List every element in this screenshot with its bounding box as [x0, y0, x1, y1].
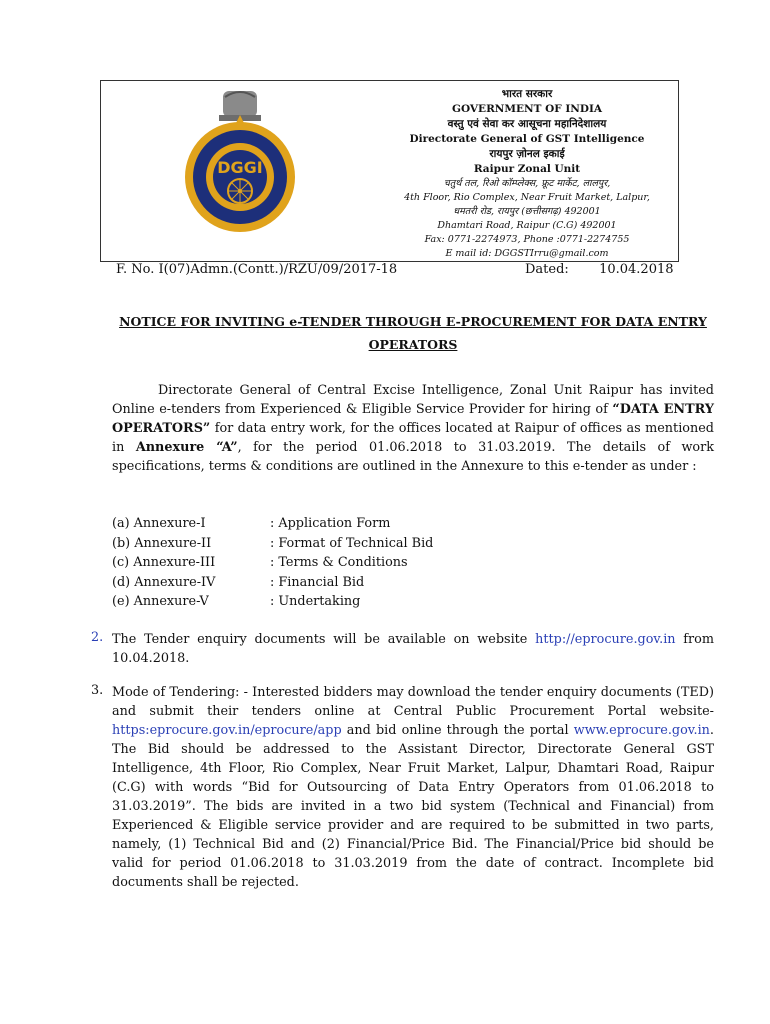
item-2-number: 2.	[91, 630, 104, 645]
list-item: (b) Annexure-II : Format of Technical Bid	[112, 535, 434, 551]
intro-text-e: , for the period 01.06.2018 to 31.03.2019. The details of work specifications, terms & conditions are outlined in the Annexure to this e-tender as under :	[112, 440, 714, 474]
hindi-zone: रायपुर ज़ोनल इकाई	[489, 148, 565, 160]
government-of-india: GOVERNMENT OF INDIA	[451, 103, 603, 115]
phone-fax: Fax: 0771-2274973, Phone :0771-2274755	[424, 234, 630, 245]
hindi-address-line1: चतुर्थ तल, रिओ कॉम्प्लेक्स, फ्रूट मार्केट, लालपुर,	[443, 178, 611, 189]
notice-title	[112, 310, 714, 356]
zone-name: Raipur Zonal Unit	[473, 163, 581, 175]
department-name: Directorate General of GST Intelligence	[409, 133, 645, 145]
intro-bold-annexure: Annexure “A”	[135, 440, 238, 455]
list-item: (d) Annexure-IV : Financial Bid	[112, 574, 365, 590]
annexure-list	[112, 514, 452, 612]
eprocure-app-link[interactable]: https:eprocure.gov.in/eprocure/app	[112, 723, 342, 738]
item-3-paragraph: Mode of Tendering: - Interested bidders may download the tender enquiry documents (TED) and submit their tenders online at Central Public Procurement Portal website-https:eprocure.gov.in/eprocure/app and bid online through the portal www.eprocure.gov.in. The Bid should be addressed to the Assistant Director, Directorate General GST Intelligence, 4th Floor, Rio Complex, Near Fruit Market, Lalpur, Dhamtari Road, Raipur (C.G) with words “Bid for Outsourcing of Data Entry Operators from 01.06.2018 to 31.03.2019”. The bids are invited in a two bid system (Technical and Financial) from Experienced & Eligible service provider and are required to be submitted in two parts, namely, (1) Technical Bid and (2) Financial/Price Bid. The Financial/Price bid should be valid for period 01.06.2018 to 31.03.2019 from the date of contract. Incomplete bid documents shall be rejected.	[112, 685, 714, 890]
intro-paragraph	[112, 381, 714, 476]
list-item: (a) Annexure-I : Application Form	[112, 516, 391, 531]
email-address: E mail id: DGGSTIrru@gmail.com	[445, 248, 609, 259]
dated-label: Dated:	[525, 262, 569, 277]
svg-text:DGGI: DGGI	[217, 158, 263, 177]
address-line1: 4th Floor, Rio Complex, Near Fruit Market, Lalpur,	[404, 192, 650, 203]
list-item: (c) Annexure-III : Terms & Conditions	[112, 555, 408, 570]
chakra-icon	[228, 179, 252, 203]
hindi-government: भारत सरकार	[501, 88, 553, 100]
letterhead	[100, 80, 679, 262]
date-line	[525, 262, 674, 277]
hindi-department: वस्तु एवं सेवा कर आसूचना महानिदेशालय	[447, 118, 607, 130]
eprocure-www-link[interactable]: www.eprocure.gov.in	[573, 723, 710, 738]
notice-title-line2: OPERATORS	[368, 337, 458, 352]
dated-value: 10.04.2018	[599, 262, 674, 277]
letterhead-text	[337, 87, 717, 261]
address-line2: Dhamtari Road, Raipur (C.G) 492001	[437, 220, 617, 231]
item-2-paragraph: The Tender enquiry documents will be available on website http://eprocure.gov.in from 10.04.2018.	[112, 632, 714, 666]
intro-text-a: Directorate General of Central Excise Intelligence, Zonal Unit Raipur has invited Online e-tenders from Experienced & Eligible Service Provider for hiring of	[112, 383, 714, 417]
dggi-emblem-icon	[165, 85, 315, 235]
notice-title-line1: NOTICE FOR INVITING e-TENDER THROUGH E-PROCUREMENT FOR DATA ENTRY	[119, 314, 707, 329]
intro-bold-data-entry: “DATA ENTRY OPERATORS”	[112, 402, 715, 436]
item-3-number: 3.	[91, 683, 104, 698]
intro-text-c: for data entry work, for the offices located at Raipur of offices as mentioned in	[112, 421, 714, 455]
file-number: F. No. I(07)Admn.(Contt.)/RZU/09/2017-18	[116, 262, 398, 277]
list-item: (e) Annexure-V : Undertaking	[112, 594, 361, 609]
hindi-address-line2: धमतरी रोड, रायपुर (छत्तीसगढ़) 492001	[453, 206, 601, 217]
eprocure-link[interactable]: http://eprocure.gov.in	[535, 632, 676, 647]
